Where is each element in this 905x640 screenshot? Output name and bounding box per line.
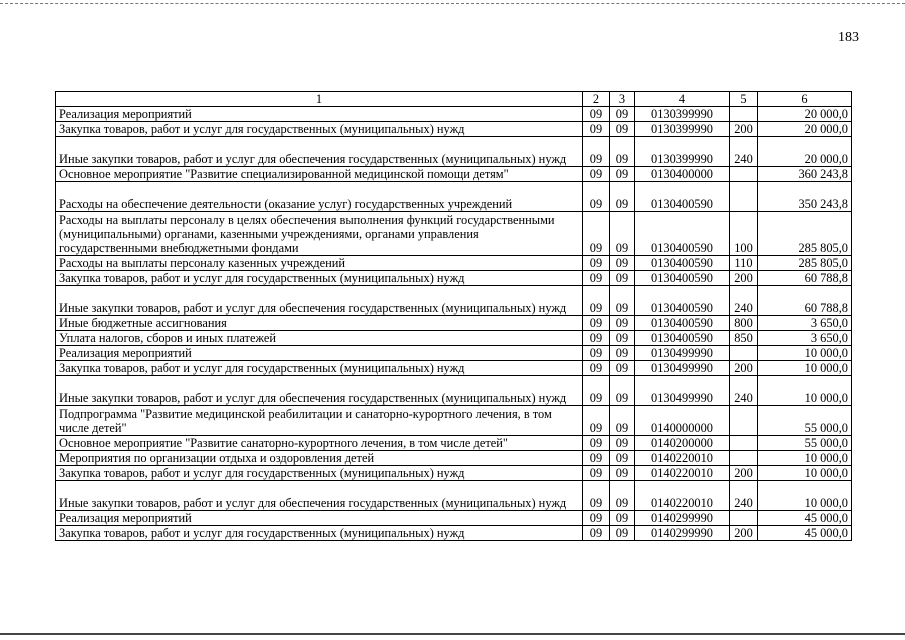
table-row [56,361,852,376]
table-row [56,122,852,137]
cell-target-code: 0140220010 [635,451,730,466]
cell-name: Закупка товаров, работ и услуг для государственных (муниципальных) нужд [56,122,583,137]
table-row [56,526,852,541]
table-row [56,451,852,466]
cell-target-code: 0130400590 [635,271,730,286]
cell-target-code: 0140299990 [635,526,730,541]
cell-target-code: 0130400590 [635,316,730,331]
table-row [56,406,852,436]
header-cell-section: 2 [583,92,610,107]
cell-target-code: 0130499990 [635,361,730,376]
cell-target-code: 0130499990 [635,376,730,406]
cell-section: 09 [583,256,610,271]
cell-amount: 10 000,0 [758,376,852,406]
cell-name: Подпрограмма "Развитие медицинской реабилитации и санаторно-курортного лечения, в том числе детей" [56,406,583,436]
cell-target-code: 0140000000 [635,406,730,436]
cell-subsection: 09 [610,466,635,481]
cell-expense-type: 200 [730,466,758,481]
cell-subsection: 09 [610,331,635,346]
cell-section: 09 [583,466,610,481]
cell-amount: 10 000,0 [758,346,852,361]
cell-expense-type: 200 [730,122,758,137]
cell-subsection: 09 [610,361,635,376]
cell-subsection: 09 [610,137,635,167]
cell-subsection: 09 [610,122,635,137]
cell-section: 09 [583,107,610,122]
cell-section: 09 [583,526,610,541]
budget-table [55,91,852,541]
cell-subsection: 09 [610,271,635,286]
cell-target-code: 0130499990 [635,346,730,361]
page-number: 183 [838,30,859,45]
cell-amount: 3 650,0 [758,331,852,346]
cell-section: 09 [583,346,610,361]
cell-name: Закупка товаров, работ и услуг для государственных (муниципальных) нужд [56,361,583,376]
table-row [56,436,852,451]
cell-name: Реализация мероприятий [56,346,583,361]
cell-amount: 10 000,0 [758,466,852,481]
cell-expense-type: 110 [730,256,758,271]
cell-section: 09 [583,331,610,346]
cell-amount: 10 000,0 [758,451,852,466]
cell-subsection: 09 [610,167,635,182]
table-row [56,107,852,122]
cell-amount: 20 000,0 [758,122,852,137]
cell-name: Расходы на выплаты персоналу казенных учреждений [56,256,583,271]
cell-amount: 3 650,0 [758,316,852,331]
cell-expense-type [730,511,758,526]
cell-expense-type: 200 [730,526,758,541]
cell-name: Иные бюджетные ассигнования [56,316,583,331]
cell-target-code: 0130400590 [635,331,730,346]
cell-amount: 285 805,0 [758,256,852,271]
table-row [56,212,852,256]
cell-section: 09 [583,182,610,212]
cell-subsection: 09 [610,376,635,406]
cell-expense-type [730,436,758,451]
cell-section: 09 [583,167,610,182]
cell-name: Основное мероприятие "Развитие санаторно-курортного лечения, в том числе детей" [56,436,583,451]
table-header-row [56,92,852,107]
cell-amount: 285 805,0 [758,212,852,256]
cell-subsection: 09 [610,451,635,466]
cell-section: 09 [583,137,610,167]
cell-name: Реализация мероприятий [56,107,583,122]
cell-expense-type [730,406,758,436]
top-scan-border [0,3,905,4]
budget-table-body [56,92,852,541]
cell-name: Иные закупки товаров, работ и услуг для обеспечения государственных (муниципальных) нужд [56,137,583,167]
cell-subsection: 09 [610,182,635,212]
cell-subsection: 09 [610,256,635,271]
cell-section: 09 [583,436,610,451]
cell-section: 09 [583,481,610,511]
cell-amount: 55 000,0 [758,436,852,451]
table-row [56,376,852,406]
cell-expense-type [730,182,758,212]
table-row [56,511,852,526]
cell-amount: 350 243,8 [758,182,852,212]
header-cell-expense-type: 5 [730,92,758,107]
cell-section: 09 [583,376,610,406]
cell-amount: 10 000,0 [758,481,852,511]
cell-name: Иные закупки товаров, работ и услуг для обеспечения государственных (муниципальных) нужд [56,481,583,511]
table-row [56,316,852,331]
header-cell-name: 1 [56,92,583,107]
cell-target-code: 0130400590 [635,256,730,271]
table-row [56,331,852,346]
cell-target-code: 0140220010 [635,481,730,511]
table-row [56,167,852,182]
cell-name: Расходы на выплаты персоналу в целях обеспечения выполнения функций государственными (муниципальными) органами, казенными учреждениями, органами управления государственными внебюджетными фондами [56,212,583,256]
cell-expense-type [730,346,758,361]
cell-expense-type [730,167,758,182]
header-cell-amount: 6 [758,92,852,107]
cell-section: 09 [583,212,610,256]
cell-subsection: 09 [610,526,635,541]
cell-section: 09 [583,316,610,331]
cell-expense-type: 800 [730,316,758,331]
cell-expense-type: 240 [730,286,758,316]
cell-name: Мероприятия по организации отдыха и оздоровления детей [56,451,583,466]
cell-subsection: 09 [610,346,635,361]
cell-expense-type: 850 [730,331,758,346]
bottom-scan-border [0,633,905,635]
cell-expense-type: 240 [730,481,758,511]
table-row [56,346,852,361]
cell-amount: 20 000,0 [758,107,852,122]
cell-amount: 20 000,0 [758,137,852,167]
cell-section: 09 [583,286,610,316]
table-row [56,271,852,286]
cell-section: 09 [583,406,610,436]
cell-expense-type [730,107,758,122]
cell-amount: 55 000,0 [758,406,852,436]
cell-target-code: 0140220010 [635,466,730,481]
cell-section: 09 [583,271,610,286]
cell-subsection: 09 [610,107,635,122]
cell-name: Уплата налогов, сборов и иных платежей [56,331,583,346]
cell-target-code: 0130399990 [635,137,730,167]
cell-target-code: 0130399990 [635,107,730,122]
header-cell-target-code: 4 [635,92,730,107]
table-row [56,182,852,212]
cell-subsection: 09 [610,436,635,451]
cell-name: Основное мероприятие "Развитие специализированной медицинской помощи детям" [56,167,583,182]
cell-target-code: 0140200000 [635,436,730,451]
cell-subsection: 09 [610,212,635,256]
cell-target-code: 0130400590 [635,212,730,256]
cell-subsection: 09 [610,406,635,436]
cell-subsection: 09 [610,316,635,331]
cell-target-code: 0130400000 [635,167,730,182]
cell-amount: 45 000,0 [758,511,852,526]
header-cell-subsection: 3 [610,92,635,107]
table-row [56,466,852,481]
cell-amount: 10 000,0 [758,361,852,376]
table-row [56,256,852,271]
cell-target-code: 0140299990 [635,511,730,526]
cell-section: 09 [583,511,610,526]
table-row [56,481,852,511]
cell-amount: 60 788,8 [758,271,852,286]
cell-target-code: 0130399990 [635,122,730,137]
table-row [56,137,852,167]
cell-name: Реализация мероприятий [56,511,583,526]
cell-section: 09 [583,122,610,137]
cell-subsection: 09 [610,511,635,526]
cell-name: Иные закупки товаров, работ и услуг для обеспечения государственных (муниципальных) нужд [56,286,583,316]
cell-name: Закупка товаров, работ и услуг для государственных (муниципальных) нужд [56,526,583,541]
cell-subsection: 09 [610,286,635,316]
cell-expense-type: 200 [730,271,758,286]
cell-name: Расходы на обеспечение деятельности (оказание услуг) государственных учреждений [56,182,583,212]
cell-section: 09 [583,451,610,466]
cell-section: 09 [583,361,610,376]
table-row [56,286,852,316]
cell-amount: 360 243,8 [758,167,852,182]
cell-name: Закупка товаров, работ и услуг для государственных (муниципальных) нужд [56,271,583,286]
cell-target-code: 0130400590 [635,182,730,212]
cell-subsection: 09 [610,481,635,511]
cell-target-code: 0130400590 [635,286,730,316]
cell-expense-type: 100 [730,212,758,256]
cell-expense-type [730,451,758,466]
cell-name: Иные закупки товаров, работ и услуг для обеспечения государственных (муниципальных) нужд [56,376,583,406]
cell-expense-type: 200 [730,361,758,376]
cell-amount: 60 788,8 [758,286,852,316]
cell-expense-type: 240 [730,376,758,406]
cell-expense-type: 240 [730,137,758,167]
cell-name: Закупка товаров, работ и услуг для государственных (муниципальных) нужд [56,466,583,481]
cell-amount: 45 000,0 [758,526,852,541]
